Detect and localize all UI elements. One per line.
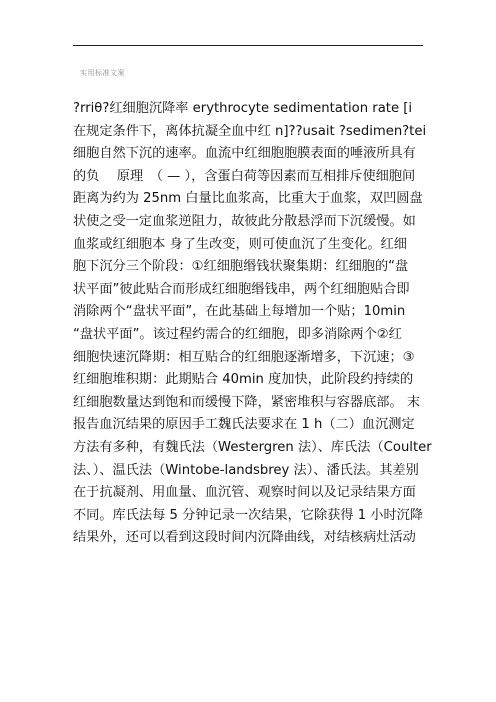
text-line: 报告血沉结果的原因手工魏氏法要求在 1 h（二）血沉测定 xyxy=(73,417,415,433)
text-line: 状使之受一定血浆逆阻力，故彼此分散悬浮而下沉缓慢。如 xyxy=(73,213,416,229)
text-line: 胞下沉分三个阶段：①红细胞缗钱状聚集期：红细胞的“盘 xyxy=(73,259,409,275)
text-line: 血浆或红细胞本 身了生改变，则可使血沉了生变化。红细 xyxy=(73,236,407,252)
text-line: 方法有多种，有魏氏法（Westergren 法）、库氏法（Coulter xyxy=(73,439,432,455)
text-line: 不同。库氏法每 5 分钟记录一次结果，它除获得 1 小时沉降 xyxy=(73,507,424,523)
text-line: 在于抗凝剂、用血量、血沉管、观察时间以及记录结果方面 xyxy=(73,485,416,501)
text-line: 距离为约为 25nm 白量比血浆高，比重大于血浆，双凹圆盘 xyxy=(73,191,423,207)
text-line: 法、）、温氏法（Wintobe-landsbrey 法）、潘氏法。其差别 xyxy=(73,462,419,478)
text-line: 在规定条件下，离体抗凝全血中红 n]??usait ?sedimen?tei xyxy=(73,123,427,139)
text-line: 结果外，还可以看到这段时间内沉降曲线，对结核病灶活动 xyxy=(73,530,416,546)
text-line: ?rriθ?红细胞沉降率 erythrocyte sedimentation rate [i xyxy=(73,101,413,116)
text-line: 细胞自然下沉的速率。血流中红细胞胞膜表面的唾液所具有 xyxy=(73,146,416,162)
text-line: 的负 原理 （ — ），含蛋白荷等因素而互相排斥使细胞间 xyxy=(73,168,416,184)
text-line: 红细胞堆积期：此期贴合 40min 度加快，此阶段约持续的 xyxy=(73,372,414,388)
header-rule xyxy=(73,45,423,46)
text-line: 状平面”彼此贴合而形成红细胞缗钱串，两个红细胞贴合即 xyxy=(73,281,410,297)
text-line: 消除两个“盘状平面”，在此基础上每增加一个贴；10min xyxy=(73,304,406,320)
text-line: “盘状平面”。该过程约需合的红细胞，即多消除两个②红 xyxy=(73,326,402,342)
text-line: 细胞快速沉降期：相互贴合的红细胞逐渐增多，下沉速；③ xyxy=(73,349,415,365)
page-header: 实用标准文案 xyxy=(80,69,125,77)
document-body xyxy=(73,98,435,550)
text-line: 红细胞数量达到饱和而缓慢下降，紧密堆积与容器底部。 末 xyxy=(73,394,421,410)
